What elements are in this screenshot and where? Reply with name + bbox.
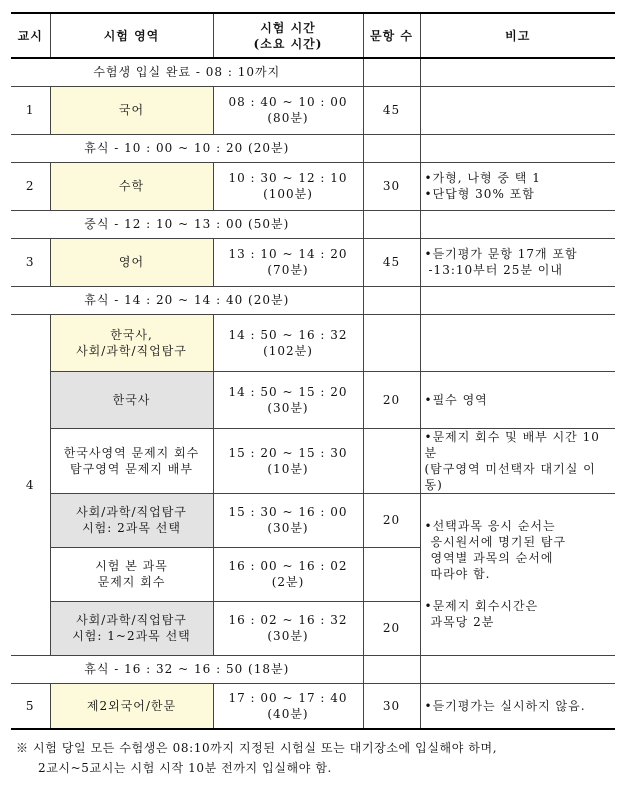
footnote: ※ 시험 당일 모든 수험생은 08:10까지 지정된 시험실 또는 대기장소에 입실해야 하며, 2교시~5교시는 시험 시작 10분 전까지 입실해야 함.	[16, 741, 498, 775]
header-row	[11, 13, 615, 58]
period-cell: 5	[11, 683, 50, 729]
time-cell: 16 : 00 ~ 16 : 02 (2분)	[213, 547, 363, 601]
entry-text: 수험생 입실 완료 - 08 : 10까지	[11, 58, 363, 86]
collect-row	[11, 428, 615, 493]
time-cell: 14 : 50 ~ 15 : 20 (30분)	[213, 371, 363, 428]
history-row	[11, 371, 615, 428]
time-cell: 08 : 40 ~ 10 : 00 (80분)	[213, 86, 363, 134]
time-cell: 16 : 02 ~ 16 : 32 (30분)	[213, 601, 363, 655]
note-cell: •듣기평가 문항 17개 포함 -13:10부터 25분 이내	[420, 238, 615, 286]
area-cell: 수학	[50, 162, 213, 210]
note-cell: •가형, 나형 중 택 1 •단답형 30% 포함	[420, 162, 615, 210]
note-cell: •선택과목 응시 순서는 응시원서에 명기된 탐구 영역별 과목의 순서에 따라야 함. •문제지 회수시간은 과목당 2분	[420, 493, 615, 655]
header-time: 시험 시간 (소요 시간)	[213, 13, 363, 58]
header-area: 시험 영역	[50, 13, 213, 58]
note-cell	[420, 86, 615, 134]
break1-row	[11, 134, 615, 162]
break2-row	[11, 286, 615, 314]
english-row	[11, 238, 615, 286]
area-cell: 시험 본 과목 문제지 회수	[50, 547, 213, 601]
entry-row	[11, 58, 615, 86]
break-text: 휴식 - 16 : 32 ~ 16 : 50 (18분)	[11, 655, 363, 683]
area-cell: 한국사, 사회/과학/직업탐구	[50, 314, 213, 371]
time-cell: 15 : 20 ~ 15 : 30 (10분)	[213, 428, 363, 493]
break-text: 휴식 - 14 : 20 ~ 14 : 40 (20분)	[11, 286, 363, 314]
p4-total-row	[11, 314, 615, 371]
note-cell: •필수 영역	[420, 371, 615, 428]
foreign-row	[11, 683, 615, 729]
time-cell: 17 : 00 ~ 17 : 40 (40분)	[213, 683, 363, 729]
time-cell: 14 : 50 ~ 16 : 32 (102분)	[213, 314, 363, 371]
korean-row	[11, 86, 615, 134]
area-cell: 국어	[50, 86, 213, 134]
period-cell: 4	[11, 314, 50, 655]
break3-row	[11, 655, 615, 683]
break-text: 휴식 - 10 : 00 ~ 10 : 20 (20분)	[11, 134, 363, 162]
area-cell: 한국사영역 문제지 회수 탐구영역 문제지 배부	[50, 428, 213, 493]
time-cell: 10 : 30 ~ 12 : 10 (100분)	[213, 162, 363, 210]
count-cell: 45	[363, 238, 420, 286]
break-text: 중식 - 12 : 10 ~ 13 : 00 (50분)	[11, 210, 363, 238]
note-cell: •듣기평가는 실시하지 않음.	[420, 683, 615, 729]
count-cell: 30	[363, 162, 420, 210]
area-cell: 사회/과학/직업탐구 시험: 2과목 선택	[50, 493, 213, 547]
time-cell: 15 : 30 ~ 16 : 00 (30분)	[213, 493, 363, 547]
math-row	[11, 162, 615, 210]
header-count: 문항 수	[363, 13, 420, 58]
lunch-row	[11, 210, 615, 238]
area-cell: 제2외국어/한문	[50, 683, 213, 729]
count-cell: 30	[363, 683, 420, 729]
count-cell: 20	[363, 371, 420, 428]
period-cell: 1	[11, 86, 50, 134]
exam-schedule-table	[11, 12, 615, 730]
period-cell: 3	[11, 238, 50, 286]
count-cell: 20	[363, 601, 420, 655]
header-note: 비고	[420, 13, 615, 58]
area-cell: 사회/과학/직업탐구 시험: 1~2과목 선택	[50, 601, 213, 655]
time-cell: 13 : 10 ~ 14 : 20 (70분)	[213, 238, 363, 286]
period-cell: 2	[11, 162, 50, 210]
inquiry1-row	[11, 493, 615, 547]
count-cell: 45	[363, 86, 420, 134]
header-period: 교시	[11, 13, 50, 58]
count-cell: 20	[363, 493, 420, 547]
area-cell: 영어	[50, 238, 213, 286]
area-cell: 한국사	[50, 371, 213, 428]
note-cell: •문제지 회수 및 배부 시간 10분 (탐구영역 미선택자 대기실 이동)	[420, 428, 615, 493]
